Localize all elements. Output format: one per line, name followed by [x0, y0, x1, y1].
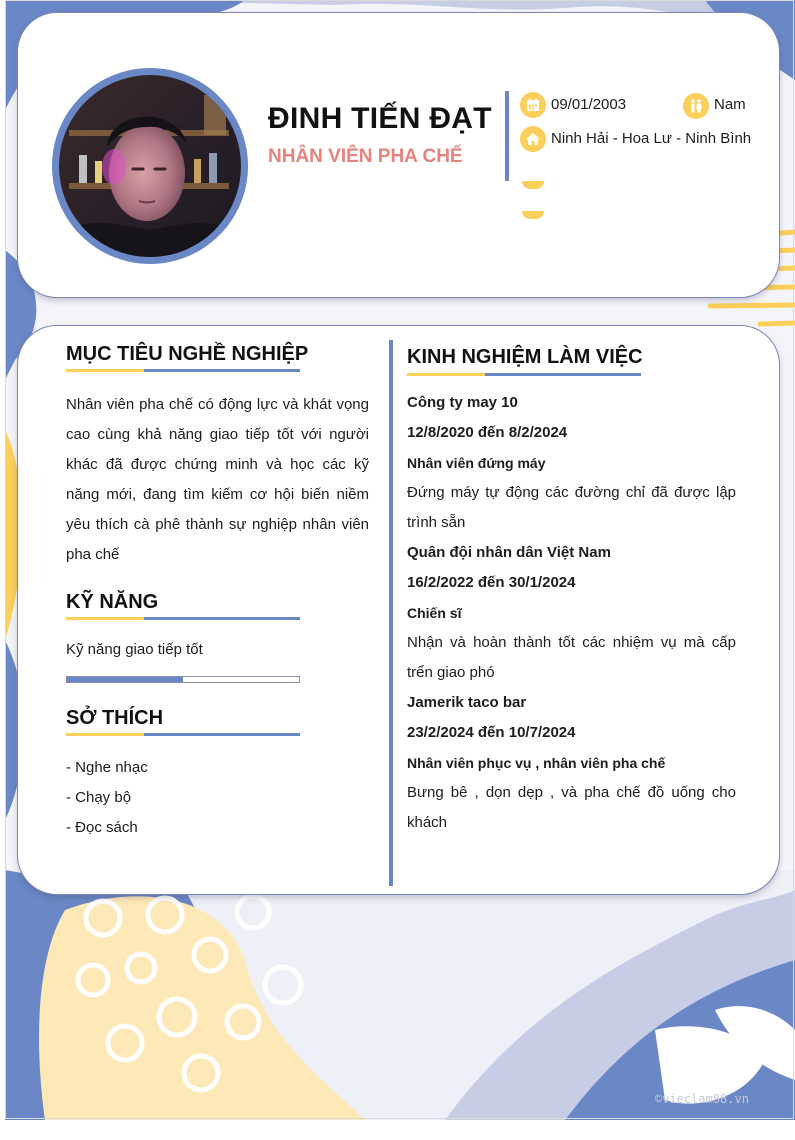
skill-level-fill [67, 677, 183, 682]
avatar [52, 68, 248, 264]
hobbies-title: SỞ THÍCH [66, 707, 164, 729]
experience-description: Nhận và hoàn thành tốt các nhiệm vụ mà cấp trển giao phó [407, 634, 736, 681]
home-icon [520, 126, 546, 152]
experience-company: Công ty may 10 [407, 394, 518, 411]
skill-level-bar [66, 676, 300, 683]
title-underline [66, 617, 144, 620]
title-underline [407, 373, 485, 376]
profile-photo [59, 75, 241, 257]
column-divider [389, 340, 393, 886]
objective-text: Nhân viên pha chế có động lực và khát vọng cao cùng khả năng giao tiếp tốt với người khác đã được chứng minh và học các kỹ năng mới, đang tìm kiếm cơ hội biến niềm yêu thích cà phê thành sự nghiệp nhân viên pha chế [66, 396, 369, 563]
hobby-item: - Chạy bộ [66, 789, 132, 806]
title-underline [66, 369, 144, 372]
title-underline [66, 733, 144, 736]
watermark: ©vieclam88.vn [655, 1092, 749, 1106]
skills-title: KỸ NĂNG [66, 591, 159, 613]
experience-role: Chiến sĩ [407, 605, 462, 621]
title-underline [144, 617, 300, 620]
title-underline [144, 369, 300, 372]
gender: Nam [714, 96, 746, 113]
address: Ninh Hải - Hoa Lư - Ninh Bình [551, 130, 752, 147]
experience-title: KINH NGHIỆM LÀM VIỆC [407, 346, 643, 368]
header-divider [505, 91, 509, 181]
experience-period: 23/2/2024 đến 10/7/2024 [407, 724, 576, 741]
experience-period: 16/2/2022 đến 30/1/2024 [407, 574, 576, 591]
candidate-name: ĐINH TIẾN ĐẠT [268, 102, 492, 135]
experience-company: Jamerik taco bar [407, 694, 527, 711]
experience-description: Đứng máy tự động các đường chỉ đã được lập trình sẵn [407, 484, 736, 531]
experience-role: Nhân viên đứng máy [407, 455, 546, 471]
title-underline [485, 373, 641, 376]
job-title: NHÂN VIÊN PHA CHẾ [268, 146, 463, 167]
skill-label: Kỹ năng giao tiếp tốt [66, 641, 203, 658]
hobby-item: - Đọc sách [66, 819, 138, 836]
calendar-icon [520, 92, 546, 118]
gender-icon [683, 93, 709, 119]
hobby-item: - Nghe nhạc [66, 759, 148, 776]
objective-title: MỤC TIÊU NGHỀ NGHIỆP [66, 343, 309, 365]
title-underline [144, 733, 300, 736]
experience-role: Nhân viên phục vụ , nhân viên pha chế [407, 755, 666, 771]
experience-period: 12/8/2020 đến 8/2/2024 [407, 424, 568, 441]
birthday: 09/01/2003 [551, 96, 627, 113]
experience-description: Bưng bê , dọn dẹp , và pha chế đồ uống cho khách [407, 784, 736, 831]
experience-company: Quân đội nhân dân Việt Nam [407, 544, 611, 561]
